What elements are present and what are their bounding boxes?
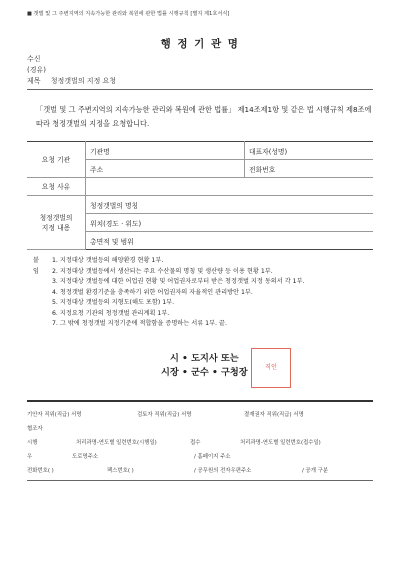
signatory-line-1: 시 • 도지사 또는	[169, 353, 239, 364]
subject-label: 제목	[27, 77, 41, 85]
org-name-field: 기관명	[86, 142, 245, 160]
cooperator: 협조자	[27, 426, 43, 432]
drafter: 기안자 직위(직급) 서명	[27, 412, 82, 418]
enforcement-number: 처리과명-연도별 일련번호(시행일)	[76, 440, 157, 446]
approver: 결재권자 직위(직급) 서명	[244, 412, 304, 418]
disclosure-type: / 공개 구분	[302, 468, 329, 474]
address-field: 주소	[86, 160, 245, 178]
footer-bottom-divider	[27, 480, 373, 481]
official-email: / 공무원의 전자우편주소	[194, 468, 252, 474]
attachment-item: 3. 지정대상 갯벌등에 대한 어업권 현황 및 어업권자로부터 받은 청정갯벌 지정 동의서 각 1부.	[52, 278, 305, 285]
fax-number: 팩스번호( )	[107, 468, 134, 474]
recipient-label: 수신	[27, 55, 41, 63]
attachment-item: 1. 지정대상 갯벌등의 해양환경 현황 1부.	[52, 257, 164, 264]
phone-field: 전화번호	[245, 160, 374, 178]
reason-label: 요청 사유	[27, 178, 86, 196]
enforcement-label: 시행	[27, 440, 38, 446]
subject-text: 청정갯벌의 지정 요청	[50, 77, 117, 85]
representative-field: 대표자(성명)	[245, 142, 374, 160]
attachment-item: 4. 청정갯벌 환경기준을 충족하기 위한 어업권자의 자율적인 관리방안 1부.	[52, 288, 253, 296]
content-label-line-1: 청정갯벌의	[39, 213, 73, 222]
request-table	[27, 141, 373, 250]
location-field: 위치(경도 · 위도)	[86, 214, 374, 232]
attachment-item: 5. 지정대상 갯벌등의 지형도(해도 포함) 1부.	[52, 299, 175, 306]
road-address: 도로명주소	[72, 454, 99, 460]
official-seal	[251, 348, 291, 388]
signatory-line-2: 시장 • 군수 • 구청장	[161, 366, 248, 378]
content-label-line-2: 지정 내용	[41, 223, 71, 232]
reason-value	[86, 178, 374, 196]
tidal-name-field: 청정갯벌의 명칭	[86, 196, 374, 214]
reviewer: 검토자 직위(직급) 서명	[137, 412, 192, 418]
receipt-number: 처리과명-연도별 일련번호(접수일)	[240, 440, 321, 446]
attachments-label: 붙임	[33, 257, 39, 275]
subject-line	[27, 76, 116, 86]
content-label	[27, 196, 86, 250]
subject-divider	[27, 89, 373, 90]
signatory-block	[161, 352, 248, 379]
area-field: 총면적 및 범위	[86, 232, 374, 250]
attachment-item: 6. 지정요청 기관의 청정갯벌 관리계획 1부.	[52, 309, 170, 317]
form-header-note: ■ 갯벌 및 그 주변지역의 지속가능한 관리와 복원에 관한 법률 시행규칙 [별지 제1호서식]	[27, 11, 230, 17]
attachment-item: 7. 그 밖에 청정갯벌 지정기준에 적합함을 증명하는 서류 1부. 끝.	[52, 320, 227, 327]
phone-number: 전화번호( )	[27, 468, 54, 474]
via-label: (경유)	[27, 66, 46, 74]
organization-name: 행 정 기 관 명	[160, 38, 240, 50]
seal-text: 직인	[265, 364, 277, 371]
request-body-text: 「갯벌 및 그 주변지역의 지속가능한 관리와 복원에 관한 법률」 제14조제1항 및 같은 법 시행규칙 제8조에 따라 청정갯벌의 지정을 요청합니다.	[36, 105, 372, 128]
requesting-org-label: 요청 기관	[27, 142, 86, 178]
postcode-label: 우	[27, 454, 33, 460]
attachment-item: 2. 지정대상 갯벌등에서 생산되는 주요 수산물의 명칭 및 생산량 등 이용 현황 1부.	[52, 267, 273, 275]
homepage: / 홈페이지 주소	[194, 454, 231, 460]
receipt-label: 접수	[190, 440, 201, 446]
footer-top-divider	[27, 400, 373, 402]
